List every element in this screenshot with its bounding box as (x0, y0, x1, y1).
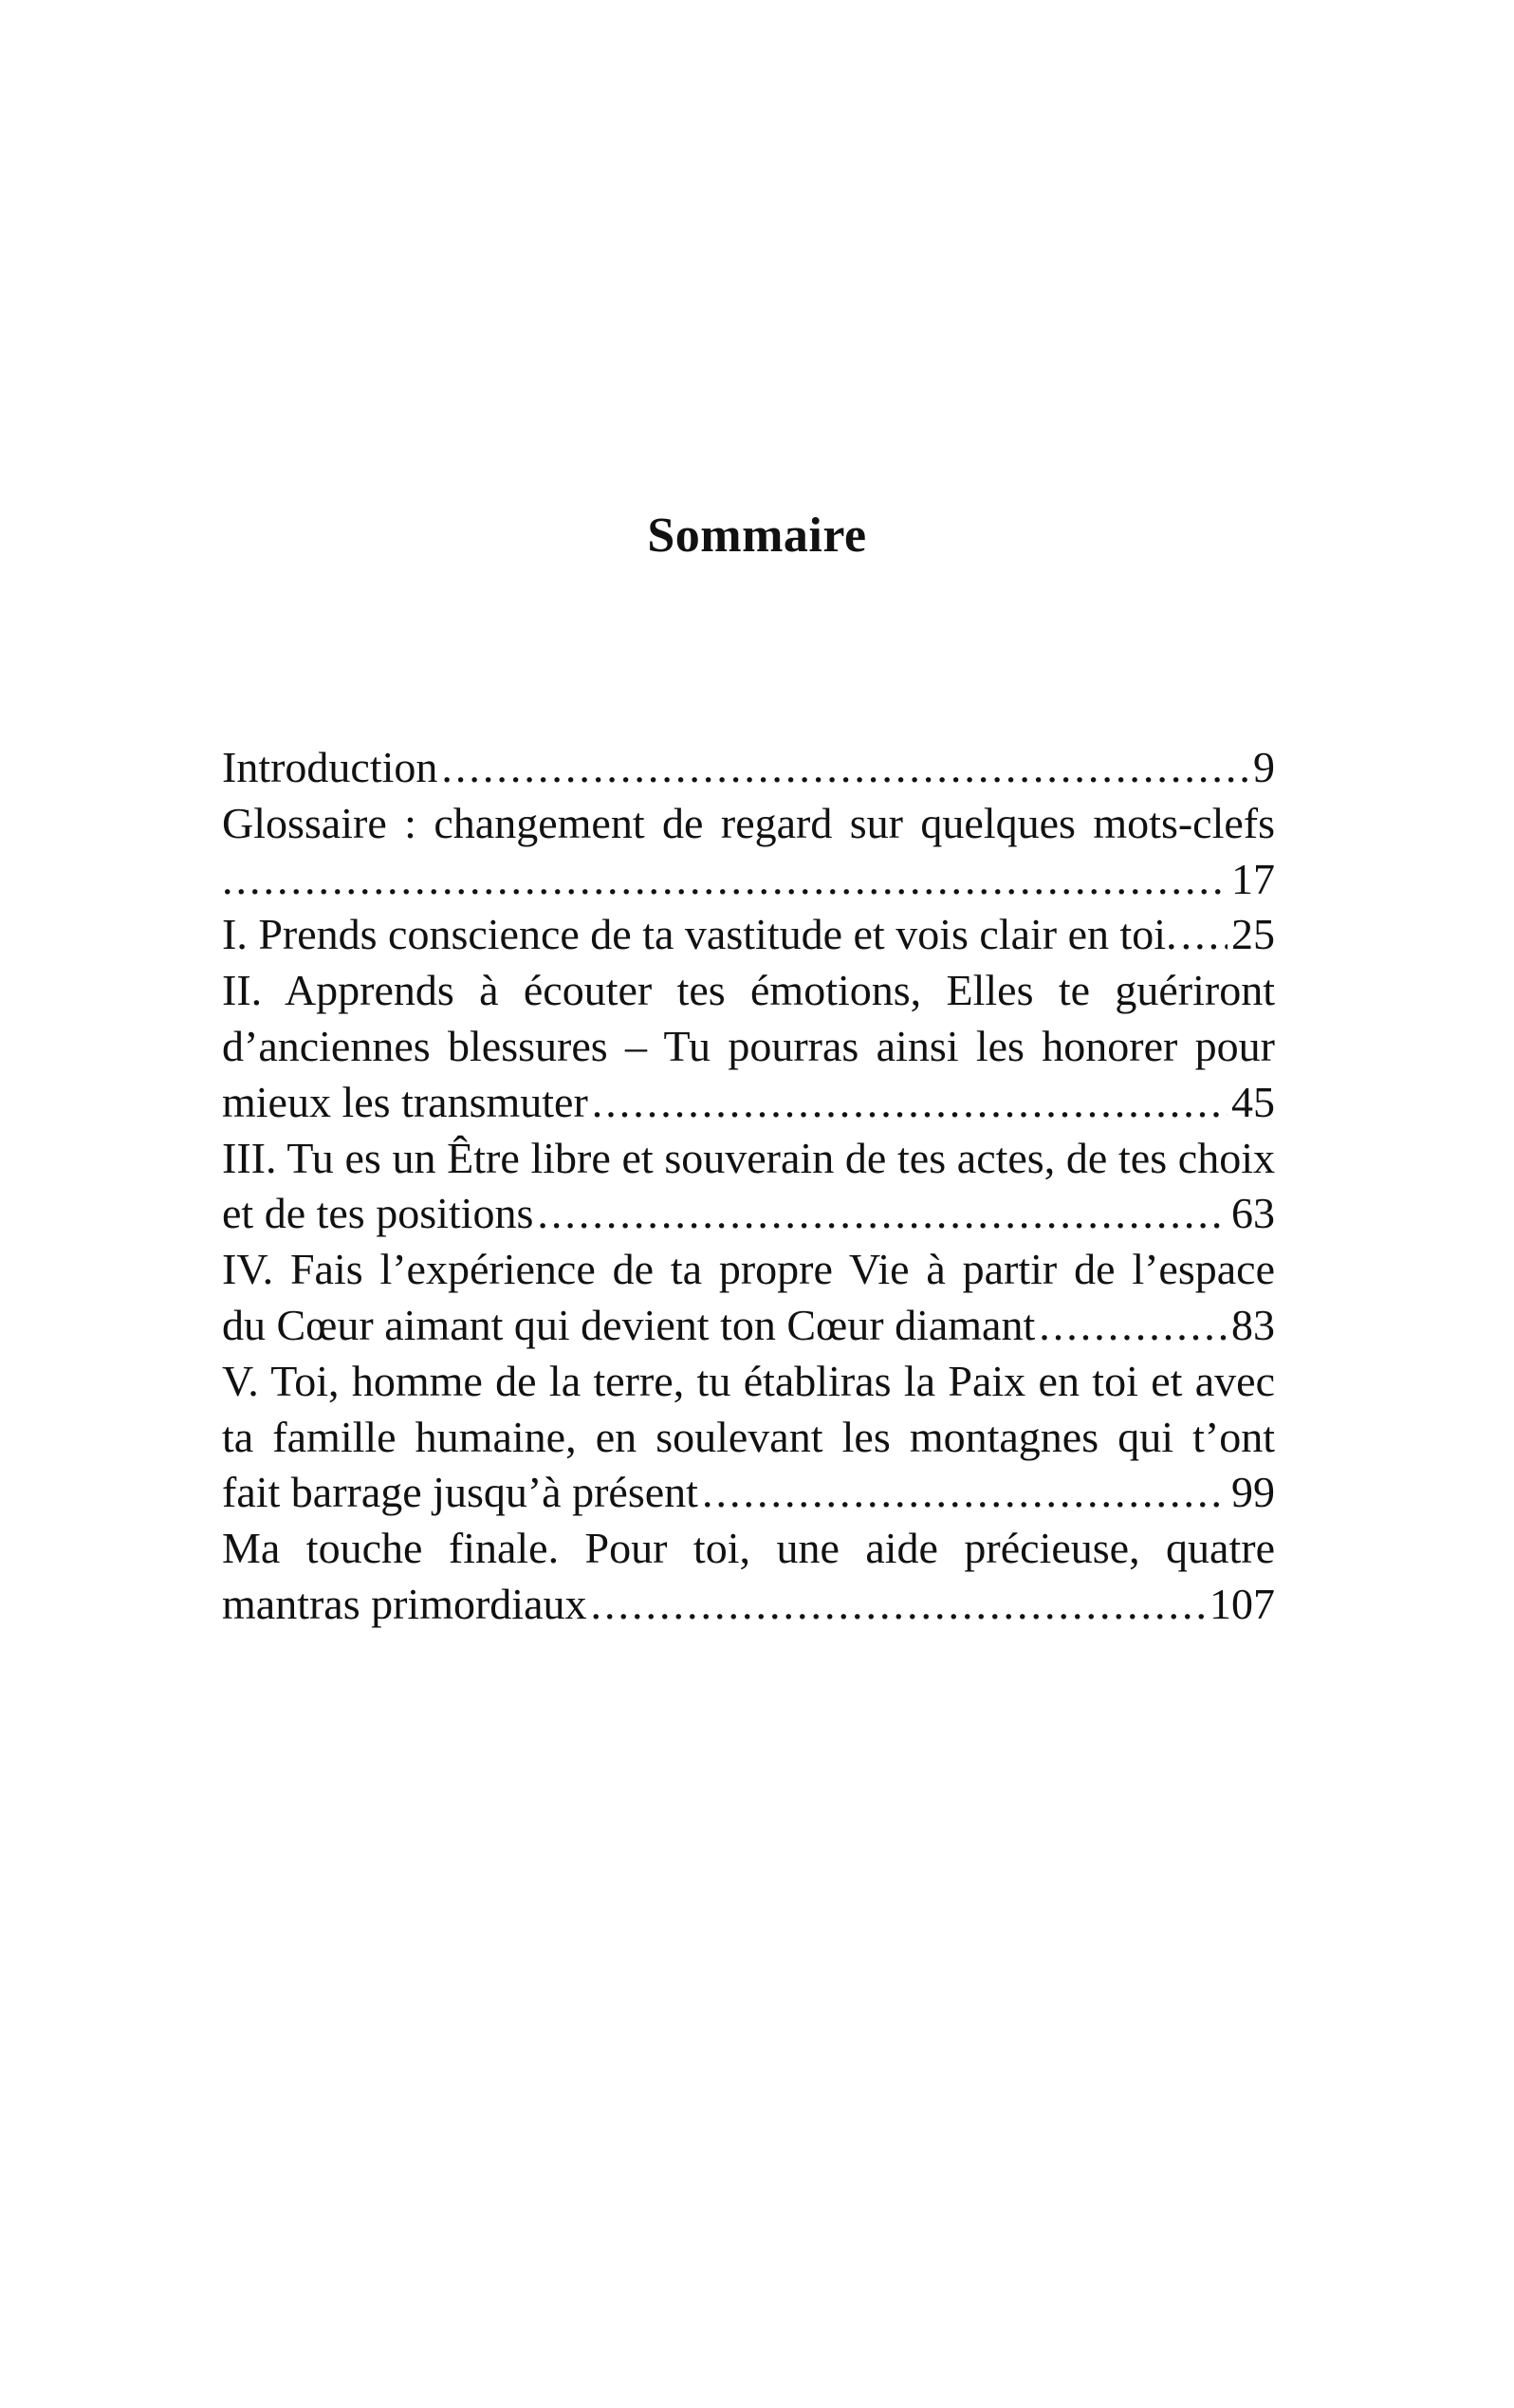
toc-entry-text: mieux les transmuter (222, 1077, 588, 1126)
toc-page-number: 83 (1231, 1300, 1275, 1349)
toc-entry-text: d’anciennes blessures – Tu pourras ainsi les honorer pour (222, 1021, 1275, 1070)
toc-entry-chapter-4-line-1 (222, 1242, 1275, 1298)
toc-page-number: 63 (1231, 1189, 1275, 1238)
dot-leader (1039, 1298, 1228, 1354)
toc-page-number: 107 (1209, 1579, 1275, 1628)
dot-leader (1181, 907, 1228, 963)
toc-entry-text: II. Apprends à écouter tes émotions, Elles te guériront (222, 966, 1275, 1015)
toc-page-number: 25 (1231, 910, 1275, 959)
toc-entry-text: mantras primordiaux (222, 1579, 587, 1628)
toc-entry-chapter-2-line-3 (222, 1075, 1275, 1131)
toc-page-number: 45 (1231, 1077, 1275, 1126)
dot-leader (222, 852, 1228, 908)
toc-entry-chapter-5-line-1 (222, 1354, 1275, 1410)
toc-entry-chapter-3-line-1 (222, 1131, 1275, 1187)
dot-leader (537, 1186, 1228, 1242)
toc-entry-chapter-4-line-2 (222, 1298, 1275, 1354)
toc-entry-glossaire-page (222, 852, 1275, 908)
dot-leader (702, 1465, 1228, 1521)
toc-entry-text: Introduction (222, 743, 438, 791)
toc-entry-text: Glossaire : changement de regard sur quelques mots-clefs (222, 798, 1275, 847)
toc-entry-text: Ma touche finale. Pour toi, une aide précieuse, quatre (222, 1524, 1275, 1573)
toc-entry-chapter-5-line-3 (222, 1465, 1275, 1521)
dot-leader (441, 740, 1249, 796)
dot-leader (591, 1577, 1206, 1633)
toc-entry-text: fait barrage jusqu’à présent (222, 1468, 698, 1517)
toc-entry-text: I. Prends conscience de ta vastitude et vois clair en toi. (222, 910, 1177, 959)
page-title: Sommaire (647, 509, 867, 563)
toc-entry-glossaire (222, 796, 1275, 852)
toc-entry-finale-line-1 (222, 1521, 1275, 1577)
toc-entry-chapter-2-line-1 (222, 963, 1275, 1019)
toc-page-number: 99 (1231, 1468, 1275, 1517)
toc-entry-text: du Cœur aimant qui devient ton Cœur diamant (222, 1300, 1036, 1349)
toc-entry-chapter-3-line-2 (222, 1186, 1275, 1242)
table-of-contents (222, 740, 1275, 1633)
toc-entry-chapter-2-line-2 (222, 1019, 1275, 1075)
toc-entry-text: III. Tu es un Être libre et souverain de tes actes, de tes choix (222, 1133, 1275, 1182)
dot-leader (592, 1075, 1228, 1131)
toc-entry-finale-line-2 (222, 1577, 1275, 1633)
toc-page-number: 17 (1231, 854, 1275, 903)
toc-entry-chapter-5-line-2 (222, 1410, 1275, 1466)
toc-entry-text: V. Toi, homme de la terre, tu établiras la Paix en toi et avec (222, 1356, 1275, 1405)
toc-entry-chapter-1 (222, 907, 1275, 963)
toc-entry-text: IV. Fais l’expérience de ta propre Vie à partir de l’espace (222, 1245, 1275, 1294)
toc-entry-text: ta famille humaine, en soulevant les montagnes qui t’ont (222, 1412, 1275, 1461)
toc-page-number: 9 (1253, 743, 1275, 791)
toc-entry-text: et de tes positions (222, 1189, 534, 1238)
toc-entry-introduction (222, 740, 1275, 796)
